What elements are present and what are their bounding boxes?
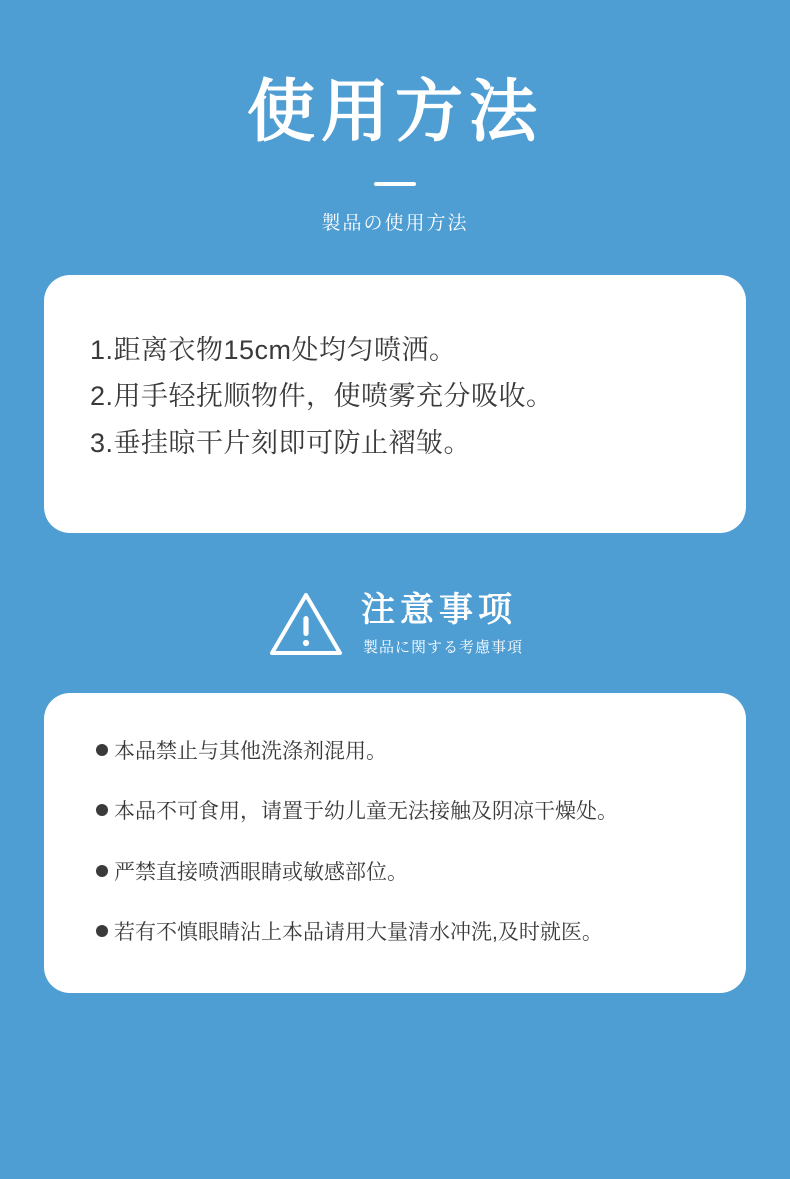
caution-note-1-text: 本品禁止与其他洗涤剂混用。 <box>114 740 387 763</box>
caution-subtitle: 製品に関する考慮事項 <box>362 639 523 657</box>
warning-triangle-icon <box>267 589 345 659</box>
page-title: 使用方法 <box>246 74 543 150</box>
caution-note-3-text: 严禁直接喷洒眼睛或敏感部位。 <box>114 860 408 884</box>
bullet-icon <box>96 865 108 877</box>
page-subtitle: 製品の使用方法 <box>321 213 469 234</box>
caution-note-1 <box>96 737 706 767</box>
caution-title: 注意事项 <box>360 590 517 629</box>
bullet-icon <box>96 925 108 937</box>
usage-step-2: 2.用手轻抚顺物件，使喷雾充分吸收。 <box>90 381 554 412</box>
usage-step-1: 1.距离衣物15cm处均匀喷洒。 <box>90 335 457 365</box>
caution-note-4 <box>96 918 706 948</box>
caution-note-2-text: 本品不可食用，请置于幼儿童无法接触及阴凉干燥处。 <box>114 800 618 824</box>
caution-note-2 <box>96 797 706 827</box>
usage-steps-card <box>44 275 746 533</box>
title-divider <box>374 182 416 186</box>
bullet-icon <box>96 744 108 756</box>
cautions-card <box>44 693 746 993</box>
usage-step-3: 3.垂挂晾干片刻即可防止褶皱。 <box>90 427 472 458</box>
caution-note-4-text: 若有不慎眼睛沾上本品请用大量清水冲洗,及时就医。 <box>114 921 603 945</box>
caution-note-3 <box>96 858 706 888</box>
caution-text-group <box>361 591 523 657</box>
page-header <box>0 0 790 235</box>
bullet-icon <box>96 804 108 816</box>
caution-heading <box>0 589 790 659</box>
